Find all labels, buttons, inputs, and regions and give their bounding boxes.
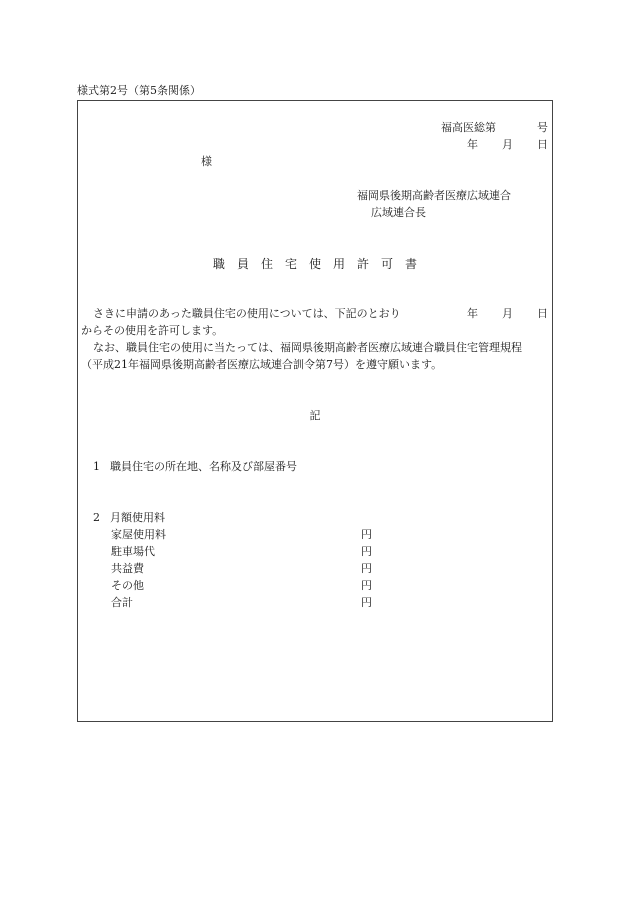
form-number-label: 様式第2号（第5条関係） [77,84,201,97]
fee-unit: 円 [361,596,372,609]
item-number: 1 [93,460,100,473]
fee-unit: 円 [361,545,372,558]
ki-heading: 記 [309,409,321,422]
title-char: 使 [308,257,321,271]
fee-label: 駐車場代 [111,545,155,558]
fee-unit: 円 [361,579,372,592]
body-line-3: なお、職員住宅の使用に当たっては、福岡県後期高齢者医療広域連合職員住宅管理規程 [93,341,522,354]
title-char: 職 [212,257,225,271]
date-month-label: 月 [502,138,513,151]
title-char: 員 [236,257,249,271]
item-label: 職員住宅の所在地、名称及び部屋番号 [110,460,297,473]
fee-label: 共益費 [111,562,144,575]
body-date-year: 年 [467,307,478,320]
title-char: 可 [381,257,394,271]
addressee-suffix: 様 [201,155,212,168]
body-date-month: 月 [502,307,513,320]
title-char: 宅 [284,257,297,271]
body-line-4: （平成21年福岡県後期高齢者医療広域連合訓令第7号）を遵守願います。 [81,358,443,371]
doc-number-prefix: 福高医総第 [441,121,496,134]
title-char: 許 [357,257,370,271]
title-char: 住 [260,257,273,271]
document-title [0,258,630,270]
title-char: 用 [333,257,346,271]
date-day-label: 日 [537,138,548,151]
body-line-1: さきに申請のあった職員住宅の使用については、下記のとおり [93,307,401,320]
body-line-2: からその使用を許可します。 [81,324,224,337]
fee-label: 合計 [111,596,133,609]
body-date-day: 日 [537,307,548,320]
item-label: 月額使用料 [110,511,165,524]
title-char: 書 [405,257,418,271]
fee-unit: 円 [361,528,372,541]
issuer-title: 広域連合長 [371,206,426,219]
item-number: 2 [93,511,100,524]
fee-label: 家屋使用料 [111,528,166,541]
doc-number-suffix: 号 [537,121,548,134]
issuer-organization: 福岡県後期高齢者医療広域連合 [357,189,511,202]
fee-unit: 円 [361,562,372,575]
fee-label: その他 [111,579,144,592]
date-year-label: 年 [467,138,478,151]
